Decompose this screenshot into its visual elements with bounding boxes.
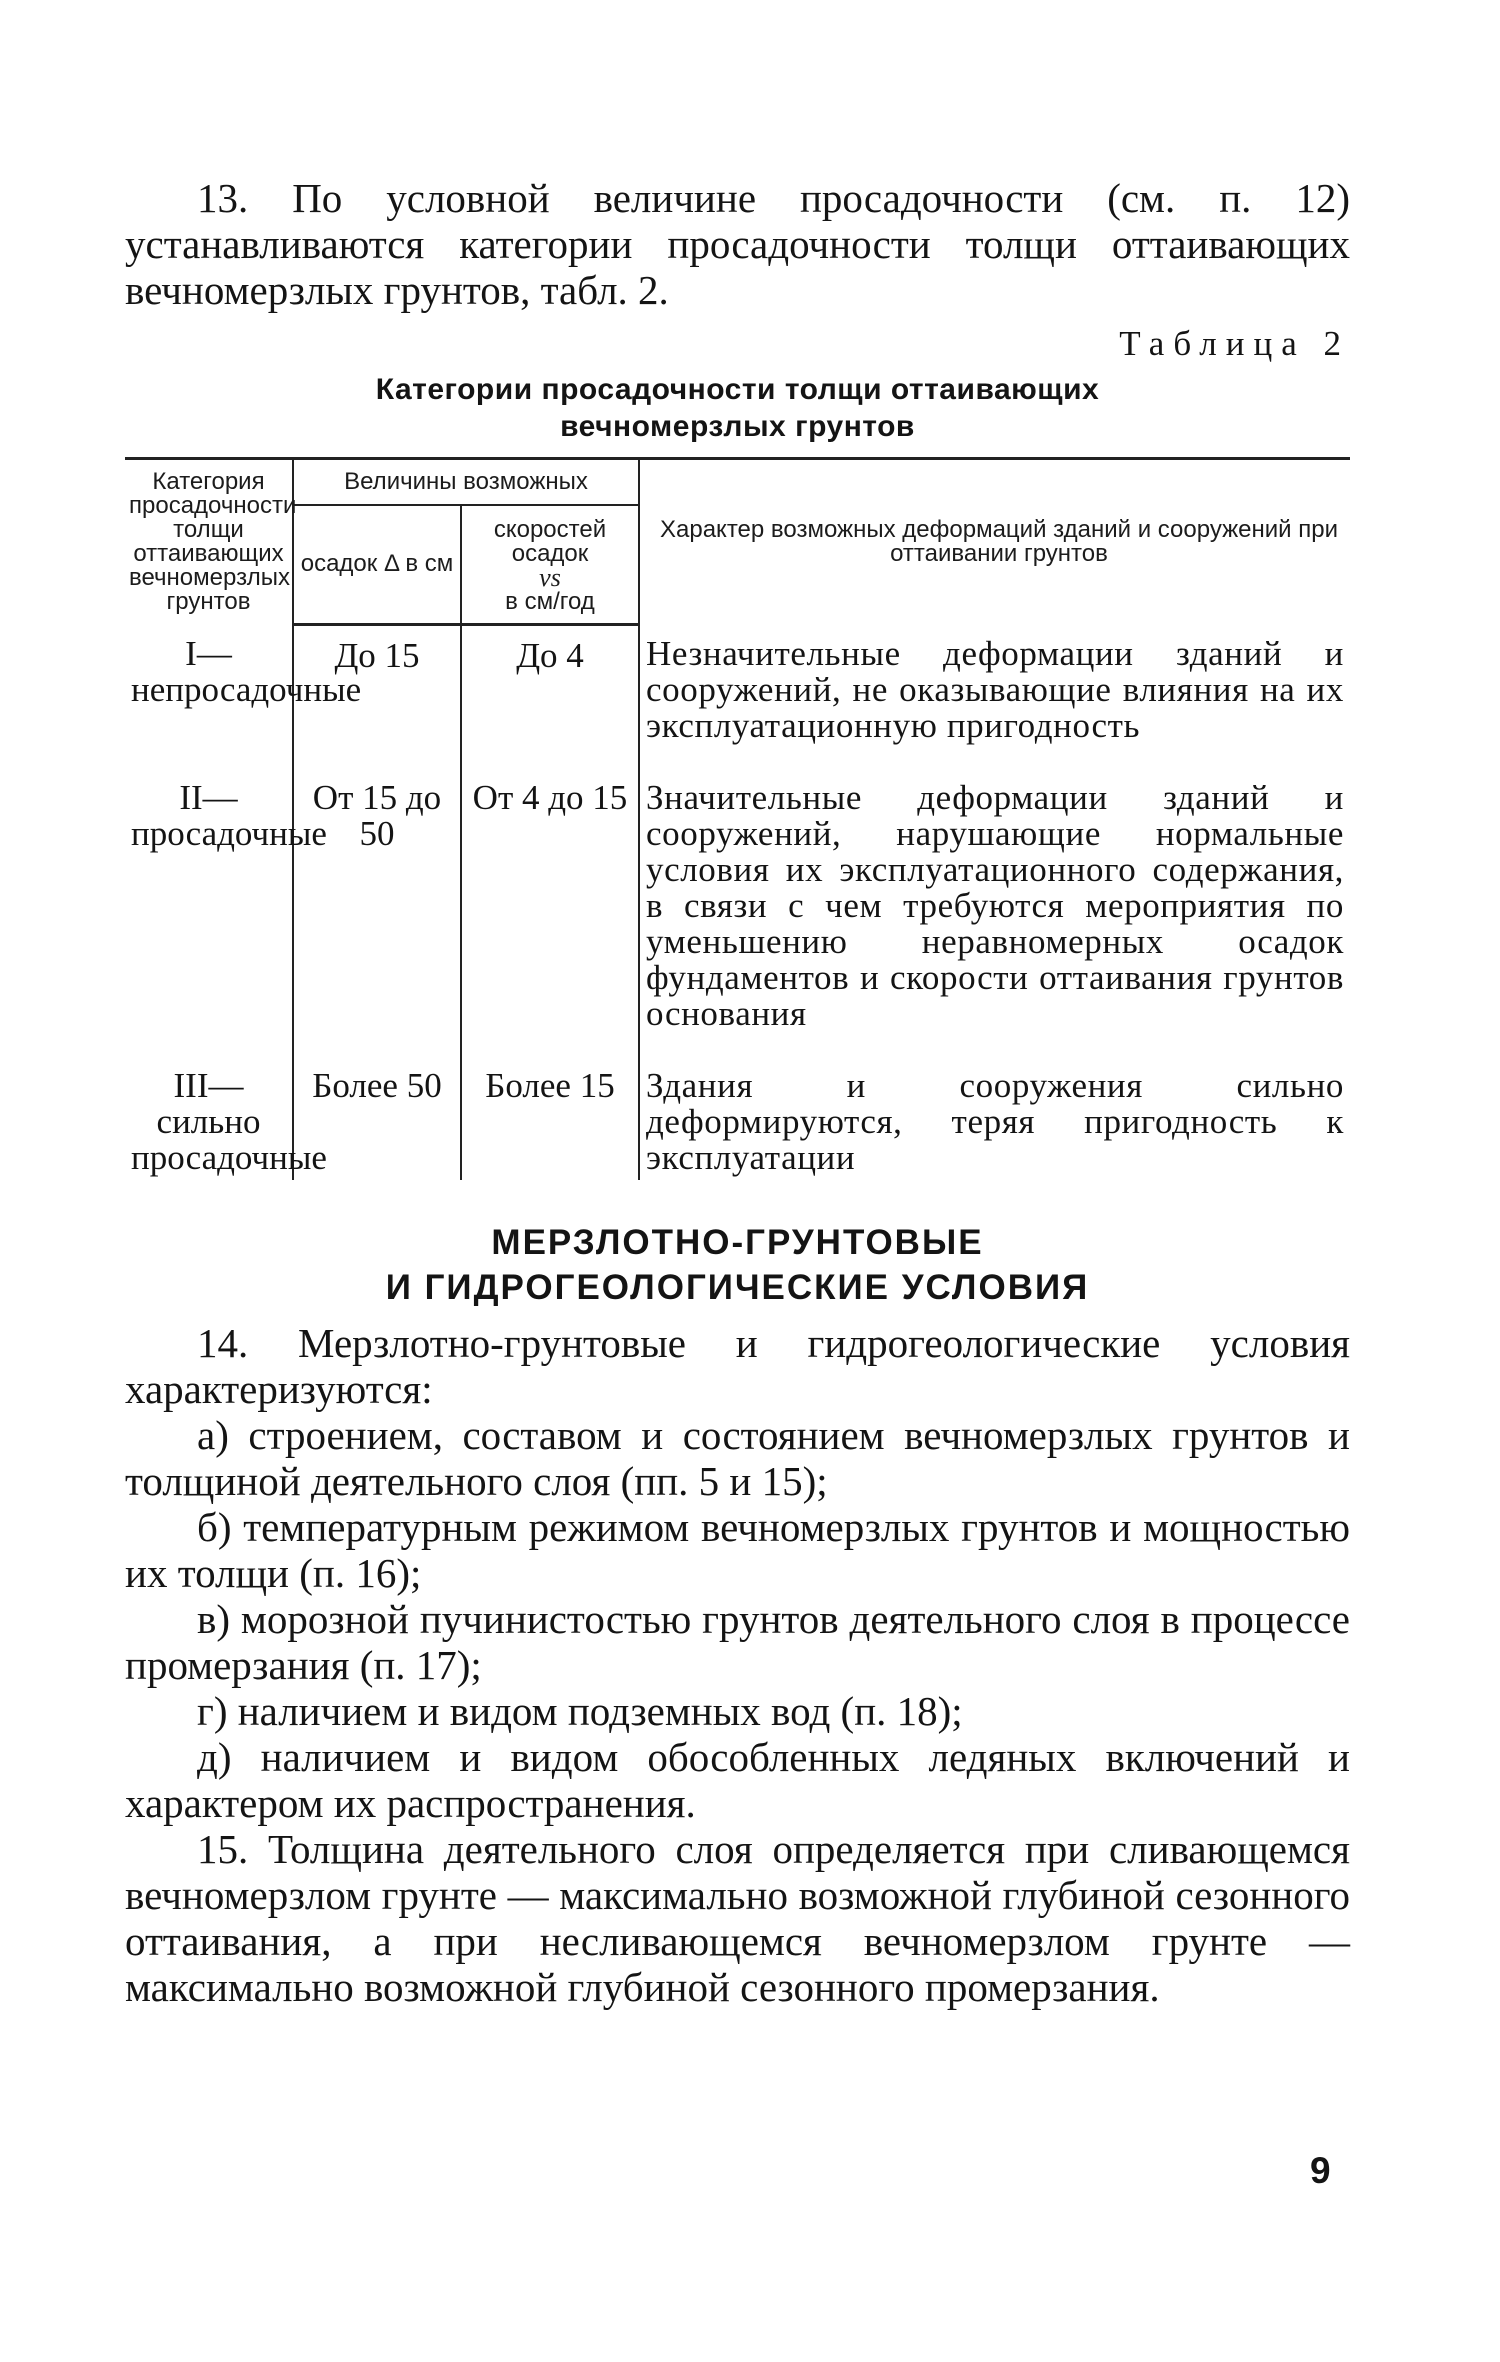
section-heading-line2: И ГИДРОГЕОЛОГИЧЕСКИЕ УСЛОВИЯ [385, 1268, 1090, 1307]
row-category: I—непросадочные [131, 634, 362, 709]
table-row [125, 1056, 1350, 1180]
row-rate: От 4 до 15 [461, 768, 639, 1056]
header-settlement: осадок Δ в см [293, 505, 461, 624]
list-item-d: г) наличием и видом подземных вод (п. 18); [197, 1688, 963, 1734]
row-rate: До 4 [461, 624, 639, 768]
table-caption-line2: вечномерзлых грунтов [560, 410, 915, 443]
paragraph-14: 14. Мерзлотно-грунтовые и гидрогеологические условия характеризуются: [125, 1320, 1350, 1412]
section-heading-line1: МЕРЗЛОТНО-ГРУНТОВЫЕ [491, 1223, 984, 1262]
header-rate-symbol: vs [539, 563, 561, 593]
header-character: Характер возможных деформаций зданий и сооружений при оттаивании грунтов [639, 459, 1350, 625]
list-item-b: б) температурным режимом вечномерзлых грунтов и мощностью их толщи (п. 16); [125, 1504, 1350, 1596]
table-label: Таблица 2 [1119, 324, 1350, 363]
row-description: Незначительные деформации зданий и сооружений, не оказывающие влияния на их эксплуатационную пригодность [639, 624, 1350, 768]
row-category: III—сильно просадочные [131, 1066, 327, 1177]
document-page [125, 175, 1350, 2010]
row-category: II—просадочные [131, 778, 327, 853]
table-row [125, 624, 1350, 768]
page-number: 9 [1310, 2150, 1331, 2191]
list-item-e: д) наличием и видом обособленных ледяных включений и характером их распространения. [125, 1734, 1350, 1826]
row-rate: Более 15 [461, 1056, 639, 1180]
paragraph-13: 13. По условной величине просадочности (см. п. 12) устанавливаются категории просадочности толщи оттаивающих вечномерзлых грунтов, табл. 2. [125, 175, 1350, 313]
table-caption [125, 371, 1350, 445]
row-description: Значительные деформации зданий и сооружений, нарушающие нормальные условия их эксплуатационного содержания, в связи с чем требуются мероприятия по уменьшению неравномерных осадок фундаментов и скорости оттаивания грунтов основания [639, 768, 1350, 1056]
header-category: Категория просадочности толщи оттаивающих вечномерзлых грунтов [125, 459, 293, 625]
list-item-c: в) морозной пучинистостью грунтов деятельного слоя в процессе промерзания (п. 17); [125, 1596, 1350, 1688]
header-values-group: Величины возможных [293, 459, 639, 506]
row-settlement: Более 50 [293, 1056, 461, 1180]
row-description: Здания и сооружения сильно деформируются, теряя пригодность к эксплуатации [639, 1056, 1350, 1180]
header-rate-label: скоростей осадок [493, 516, 607, 568]
subsidence-categories-table [125, 457, 1350, 1180]
section-heading [125, 1220, 1350, 1310]
row-settlement: От 15 до 50 [293, 768, 461, 1056]
row-settlement: До 15 [293, 624, 461, 768]
table-caption-line1: Категории просадочности толщи оттаивающих [375, 373, 1100, 406]
list-item-a: а) строением, составом и состоянием вечномерзлых грунтов и толщиной деятельного слоя (пп. 5 и 15); [125, 1412, 1350, 1504]
header-rate [461, 505, 639, 624]
paragraph-15: 15. Толщина деятельного слоя определяется при сливающемся вечномерзлом грунте — максимально возможной глубиной сезонного оттаивания, а при несливающемся вечномерзлом грунте — максимально возможной глубиной сезонного промерзания. [125, 1826, 1350, 2010]
table-row [125, 768, 1350, 1056]
header-rate-unit: в см/год [505, 588, 595, 616]
